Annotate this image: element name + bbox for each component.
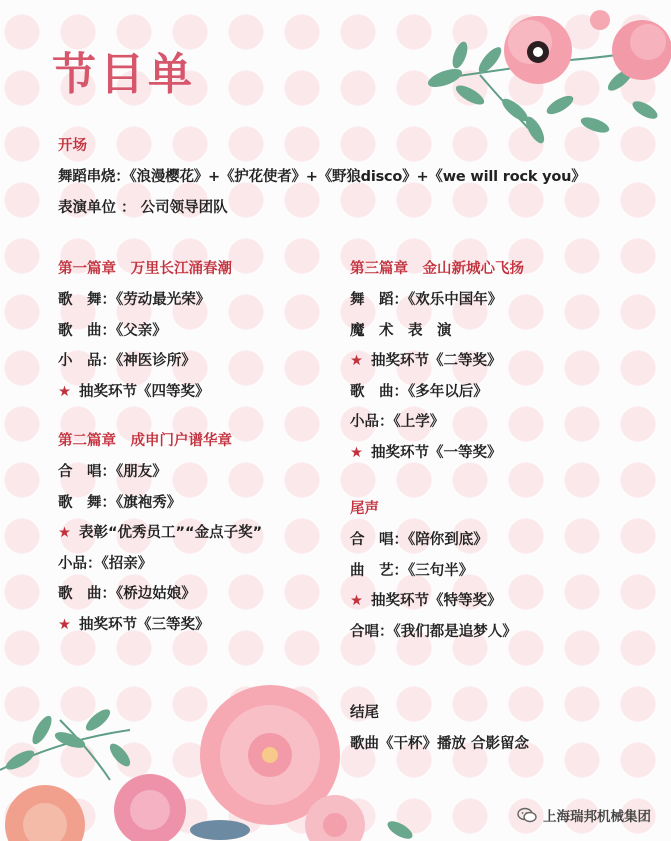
program-item-text: 歌 舞：《旗袍秀》 xyxy=(58,494,182,511)
program-item-text: 小 品：《神医诊所》 xyxy=(58,353,196,369)
opening-heading: 开场 xyxy=(58,138,87,154)
opening-section xyxy=(58,136,586,228)
program-item-text: 抽奖环节《一等奖》 xyxy=(371,444,502,461)
program-item xyxy=(350,443,524,463)
opening-line: 舞蹈串烧：《浪漫樱花》+《护花使者》+《野狼disco》+《we will rock you》 xyxy=(58,169,586,185)
program-item-text: 小品：《招亲》 xyxy=(58,555,153,572)
program-item-text: 歌 曲：《桥边姑娘》 xyxy=(58,586,196,602)
program-item-text: 抽奖环节《二等奖》 xyxy=(371,353,502,369)
program-item xyxy=(58,351,232,371)
program-item xyxy=(58,554,262,574)
star-icon: ★ xyxy=(350,444,363,461)
closing-section xyxy=(350,703,529,765)
program-item xyxy=(350,412,524,432)
program-item xyxy=(58,584,262,604)
chapter3-section xyxy=(350,259,524,473)
program-item xyxy=(350,321,524,341)
program-item-text: 歌 舞：《劳动最光荣》 xyxy=(58,292,211,308)
chapter2-section xyxy=(58,431,262,645)
closing-line: 歌曲《干杯》播放 合影留念 xyxy=(350,736,530,752)
ending-section xyxy=(350,499,517,652)
opening-line: 表演单位 ： 公司领导团队 xyxy=(58,199,228,216)
program-item xyxy=(58,615,262,635)
program-item xyxy=(58,321,232,341)
program-item xyxy=(350,591,517,611)
program-item-text: 歌 曲：《多年以后》 xyxy=(350,383,488,400)
program-item-text: 抽奖环节《特等奖》 xyxy=(371,593,502,609)
ending-heading: 尾声 xyxy=(350,501,379,517)
chapter3-heading: 第三篇章 金山新城心飞扬 xyxy=(350,261,524,277)
program-item xyxy=(58,462,262,482)
program-item-text: 合唱：《我们都是追梦人》 xyxy=(350,623,517,640)
program-item-text: 曲 艺：《三句半》 xyxy=(350,562,474,579)
program-item-text: 抽奖环节《四等奖》 xyxy=(79,383,210,400)
program-item xyxy=(350,530,517,550)
watermark xyxy=(517,805,651,825)
program-item-text: 合 唱：《朋友》 xyxy=(58,464,167,480)
program-item xyxy=(350,622,517,642)
star-icon: ★ xyxy=(58,616,71,633)
program-item-text: 表彰“优秀员工”“金点子奖” xyxy=(79,525,263,541)
chapter1-heading: 第一篇章 万里长江涌春潮 xyxy=(58,261,232,277)
star-icon: ★ xyxy=(58,525,71,541)
program-item-text: 小品：《上学》 xyxy=(350,414,445,430)
program-item-text: 舞 蹈：《欢乐中国年》 xyxy=(350,292,503,308)
program-item xyxy=(350,561,517,581)
wechat-icon xyxy=(517,807,537,823)
program-item xyxy=(350,290,524,310)
program-item xyxy=(350,351,524,371)
program-item-text: 歌 曲：《父亲》 xyxy=(58,322,167,339)
program-item xyxy=(58,523,262,543)
page-title: 节目单 xyxy=(52,49,196,100)
closing-heading: 结尾 xyxy=(350,705,379,721)
star-icon: ★ xyxy=(350,593,363,609)
watermark-text: 上海瑞邦机械集团 xyxy=(543,809,651,825)
chapter1-section xyxy=(58,259,232,412)
program-item xyxy=(350,382,524,402)
program-item xyxy=(58,290,232,310)
program-item-text: 合 唱：《陪你到底》 xyxy=(350,532,488,548)
program-item xyxy=(58,493,262,513)
program-item-text: 魔 术 表 演 xyxy=(350,322,452,339)
program-item-text: 抽奖环节《三等奖》 xyxy=(79,616,210,633)
star-icon: ★ xyxy=(350,353,363,369)
chapter2-heading: 第二篇章 成申门户谱华章 xyxy=(58,433,232,449)
program-item xyxy=(58,382,232,402)
star-icon: ★ xyxy=(58,383,71,400)
